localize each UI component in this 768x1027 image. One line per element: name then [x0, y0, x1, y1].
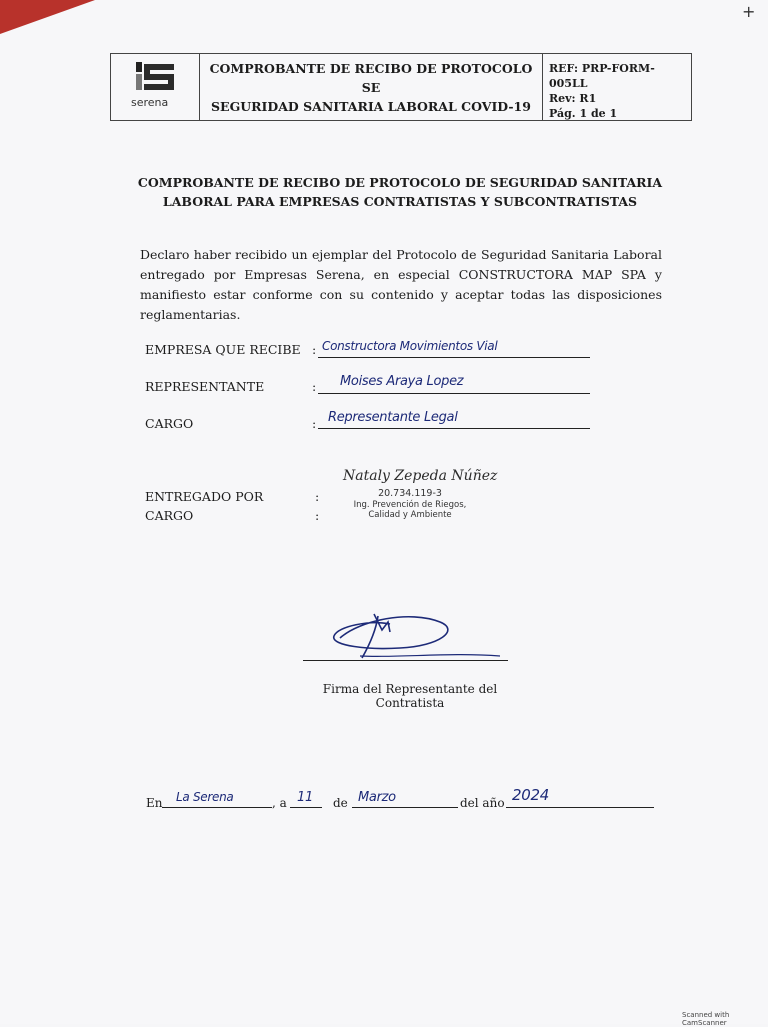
- date-year-label: del año: [460, 796, 505, 810]
- scanner-footer: Scanned with CamScanner: [682, 1011, 730, 1027]
- empresa-colon: :: [312, 342, 317, 357]
- stamp-name: Nataly Zepeda Núñez: [343, 468, 498, 484]
- header-title-line1: COMPROBANTE DE RECIBO DE PROTOCOLO SE: [209, 60, 533, 95]
- empresa-label: EMPRESA QUE RECIBE: [145, 342, 301, 357]
- header-page: Pág. 1 de 1: [549, 107, 618, 120]
- cargo-underline: [318, 428, 590, 429]
- signature-caption: Firma del Representante del Contratista: [322, 682, 498, 710]
- stamp-rut: 20.734.119-3: [378, 488, 442, 499]
- header-table: [110, 53, 692, 121]
- entregado-colon: :: [315, 489, 320, 504]
- date-month: Marzo: [358, 790, 396, 805]
- document-title-line2: LABORAL PARA EMPRESAS CONTRATISTAS Y SUBCONTRATISTAS: [162, 194, 638, 209]
- cargo-label: CARGO: [145, 416, 194, 431]
- date-city-underline: [162, 807, 272, 808]
- red-corner-mark: [0, 0, 95, 34]
- header-meta: [543, 54, 691, 120]
- header-title-line2: SEGURIDAD SANITARIA LABORAL COVID-19: [211, 98, 531, 114]
- empresa-underline: [318, 357, 590, 358]
- date-year: 2024: [512, 786, 549, 804]
- date-month-underline: [352, 807, 458, 808]
- logo-cell: [111, 54, 200, 120]
- date-de-label: de: [333, 796, 348, 810]
- representante-colon: :: [312, 379, 317, 394]
- header-rev: Rev: R1: [549, 92, 597, 105]
- handwritten-corner-mark: +: [742, 2, 756, 21]
- empresa-value: Constructora Movimientos Vial: [322, 339, 498, 353]
- document-title-line1: COMPROBANTE DE RECIBO DE PROTOCOLO DE SEGURIDAD SANITARIA: [137, 175, 663, 190]
- logo-text: serena: [131, 96, 169, 109]
- declaration-paragraph: Declaro haber recibido un ejemplar del Protocolo de Seguridad Sanitaria Laboral entregado por Empresas Serena, en especial CONSTRUCTORA MAP SPA y manifiesto estar conforme con su contenido y aceptar todas las disposiciones reglamentarias.: [140, 247, 662, 322]
- date-year-underline: [506, 807, 654, 808]
- document-title: [110, 173, 690, 211]
- cargo-value: Representante Legal: [328, 410, 458, 425]
- entregado-label: ENTREGADO POR: [145, 489, 264, 504]
- cargo-colon: :: [312, 416, 317, 431]
- header-ref: REF: PRP-FORM-005LL: [549, 62, 655, 90]
- stamp-role-line2: Calidad y Ambiente: [368, 510, 452, 520]
- representante-value: Moises Araya Lopez: [340, 374, 464, 389]
- signature-line: [303, 660, 508, 661]
- date-a-label: , a: [272, 796, 287, 810]
- cargo2-colon: :: [315, 508, 320, 523]
- date-day-underline: [290, 807, 322, 808]
- date-city: La Serena: [176, 790, 234, 804]
- header-title: [200, 54, 543, 120]
- date-day: 11: [297, 790, 313, 805]
- date-en-label: En: [146, 796, 163, 810]
- cargo2-label: CARGO: [145, 508, 194, 523]
- serena-logo-icon: [136, 62, 174, 92]
- stamp-role-line1: Ing. Prevención de Riegos,: [353, 500, 467, 510]
- representante-label: REPRESENTANTE: [145, 379, 265, 394]
- representante-underline: [318, 393, 590, 394]
